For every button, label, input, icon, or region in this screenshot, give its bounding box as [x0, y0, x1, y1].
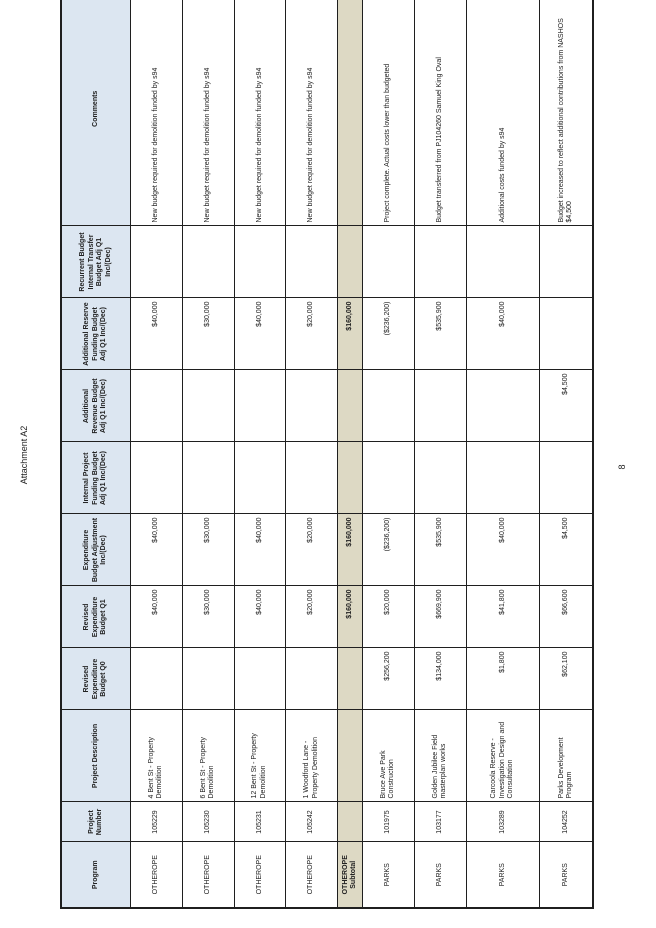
cell-project-number: 101975: [363, 802, 415, 842]
cell-recurrent-adj: [466, 226, 540, 298]
cell-comments: New budget required for demolition funded by s94: [182, 0, 234, 226]
cell-internal-funding: [338, 442, 363, 514]
col-header: Revised Expenditure Budget Q1: [61, 586, 131, 648]
cell-program: OTHEROPE: [131, 842, 183, 908]
cell-budget-q1: $41,800: [466, 586, 540, 648]
cell-comments: Project complete. Actual costs lower than budgeted: [363, 0, 415, 226]
cell-internal-funding: [363, 442, 415, 514]
cell-comments: New budget required for demolition funded by s94: [286, 0, 338, 226]
cell-recurrent-adj: [414, 226, 466, 298]
cell-internal-funding: [540, 442, 593, 514]
cell-program: PARKS: [414, 842, 466, 908]
cell-description: Golden Jubilee Field masterplan works: [414, 710, 466, 802]
cell-program: PARKS: [363, 842, 415, 908]
table-row: [363, 0, 415, 908]
cell-adjustment: $4,500: [540, 514, 593, 586]
cell-budget-q0: [182, 648, 234, 710]
cell-recurrent-adj: [363, 226, 415, 298]
cell-budget-q1: $669,900: [414, 586, 466, 648]
table-row: [466, 0, 540, 908]
cell-description: Carcoola Reserve - Investigation Design and Consultation: [466, 710, 540, 802]
cell-budget-q0: $1,800: [466, 648, 540, 710]
cell-adjustment: $30,000: [182, 514, 234, 586]
cell-budget-q0: $256,200: [363, 648, 415, 710]
cell-internal-funding: [182, 442, 234, 514]
cell-reserve-adj: ($236,200): [363, 298, 415, 370]
cell-budget-q1: $160,000: [338, 586, 363, 648]
cell-revenue-adj: [234, 370, 286, 442]
cell-program: OTHEROPE: [234, 842, 286, 908]
cell-comments: Additional costs funded by s94: [466, 0, 540, 226]
budget-table-container: [60, 18, 594, 909]
cell-adjustment: ($236,200): [363, 514, 415, 586]
cell-project-number: 105242: [286, 802, 338, 842]
col-header: Project Description: [61, 710, 131, 802]
cell-project-number: 105229: [131, 802, 183, 842]
cell-reserve-adj: $30,000: [182, 298, 234, 370]
cell-description: Bruce Ave Park Construction: [363, 710, 415, 802]
cell-budget-q0: $134,000: [414, 648, 466, 710]
budget-adjustment-table: [60, 0, 594, 909]
cell-revenue-adj: $4,500: [540, 370, 593, 442]
cell-adjustment: $40,000: [234, 514, 286, 586]
cell-description: [338, 710, 363, 802]
cell-budget-q1: $20,000: [286, 586, 338, 648]
cell-reserve-adj: $40,000: [466, 298, 540, 370]
cell-budget-q1: $40,000: [131, 586, 183, 648]
cell-recurrent-adj: [286, 226, 338, 298]
col-header: Internal Project Funding Budget Adj Q1 Inc/(Dec): [61, 442, 131, 514]
cell-internal-funding: [131, 442, 183, 514]
cell-program: OTHEROPE: [182, 842, 234, 908]
cell-comments: New budget required for demolition funded by s94: [131, 0, 183, 226]
cell-budget-q1: $20,000: [363, 586, 415, 648]
cell-project-number: 103289: [466, 802, 540, 842]
cell-adjustment: $160,000: [338, 514, 363, 586]
cell-description: 4 Bent St - Property Demolition: [131, 710, 183, 802]
col-header: Comments: [61, 0, 131, 226]
cell-budget-q0: $62,100: [540, 648, 593, 710]
col-header: Revised Expenditure Budget Q0: [61, 648, 131, 710]
table-row: [131, 0, 183, 908]
table-row: [286, 0, 338, 908]
cell-budget-q0: [286, 648, 338, 710]
cell-description: 6 Bent St - Property Demolition: [182, 710, 234, 802]
cell-description: Parks Development Program: [540, 710, 593, 802]
col-header: Project Number: [61, 802, 131, 842]
table-row: [182, 0, 234, 908]
cell-description: 1 Woodford Lane - Property Demolition: [286, 710, 338, 802]
cell-comments: New budget required for demolition funded by s94: [234, 0, 286, 226]
cell-revenue-adj: [286, 370, 338, 442]
cell-adjustment: $20,000: [286, 514, 338, 586]
cell-revenue-adj: [414, 370, 466, 442]
cell-description: 12 Bent St - Property Demolition: [234, 710, 286, 802]
cell-budget-q1: $40,000: [234, 586, 286, 648]
col-header: Recurrent Budget Internal Transfer Budget Adj Q1 Inc/(Dec): [61, 226, 131, 298]
cell-program: PARKS: [540, 842, 593, 908]
col-header: Additional Reserve Funding Budget Adj Q1 Inc/(Dec): [61, 298, 131, 370]
cell-reserve-adj: [540, 298, 593, 370]
cell-revenue-adj: [363, 370, 415, 442]
cell-recurrent-adj: [131, 226, 183, 298]
cell-recurrent-adj: [540, 226, 593, 298]
cell-revenue-adj: [182, 370, 234, 442]
cell-budget-q0: [338, 648, 363, 710]
col-header: Expenditure Budget Adjustment Inc/(Dec): [61, 514, 131, 586]
cell-revenue-adj: [466, 370, 540, 442]
cell-internal-funding: [414, 442, 466, 514]
cell-comments: Budget transferred from PJ104260 Samuel King Oval: [414, 0, 466, 226]
cell-reserve-adj: $535,900: [414, 298, 466, 370]
page-number: 8: [617, 464, 627, 470]
cell-project-number: 105230: [182, 802, 234, 842]
cell-budget-q0: [234, 648, 286, 710]
attachment-label: Attachment A2: [19, 425, 29, 485]
table-header-row: [61, 0, 131, 908]
cell-project-number: 105231: [234, 802, 286, 842]
cell-revenue-adj: [338, 370, 363, 442]
cell-recurrent-adj: [338, 226, 363, 298]
table-row: [414, 0, 466, 908]
cell-project-number: 103177: [414, 802, 466, 842]
cell-reserve-adj: $160,000: [338, 298, 363, 370]
cell-internal-funding: [286, 442, 338, 514]
cell-adjustment: $535,900: [414, 514, 466, 586]
subtotal-row: [338, 0, 363, 908]
cell-recurrent-adj: [182, 226, 234, 298]
cell-program: PARKS: [466, 842, 540, 908]
cell-adjustment: $40,000: [131, 514, 183, 586]
cell-comments: [338, 0, 363, 226]
cell-program: OTHEROPE: [286, 842, 338, 908]
table-row: [540, 0, 593, 908]
cell-project-number: [338, 802, 363, 842]
cell-budget-q1: $30,000: [182, 586, 234, 648]
cell-internal-funding: [234, 442, 286, 514]
cell-internal-funding: [466, 442, 540, 514]
cell-reserve-adj: $40,000: [234, 298, 286, 370]
cell-budget-q1: $66,600: [540, 586, 593, 648]
col-header: Program: [61, 842, 131, 908]
cell-reserve-adj: $40,000: [131, 298, 183, 370]
cell-revenue-adj: [131, 370, 183, 442]
col-header: Additional Revenue Budget Adj Q1 Inc/(Dec): [61, 370, 131, 442]
cell-recurrent-adj: [234, 226, 286, 298]
cell-comments: Budget increased to reflect additional contributions from NASHOS $4,500: [540, 0, 593, 226]
cell-adjustment: $40,000: [466, 514, 540, 586]
cell-program: OTHEROPE Subtotal: [338, 842, 363, 908]
cell-project-number: 104252: [540, 802, 593, 842]
cell-budget-q0: [131, 648, 183, 710]
cell-reserve-adj: $20,000: [286, 298, 338, 370]
table-row: [234, 0, 286, 908]
